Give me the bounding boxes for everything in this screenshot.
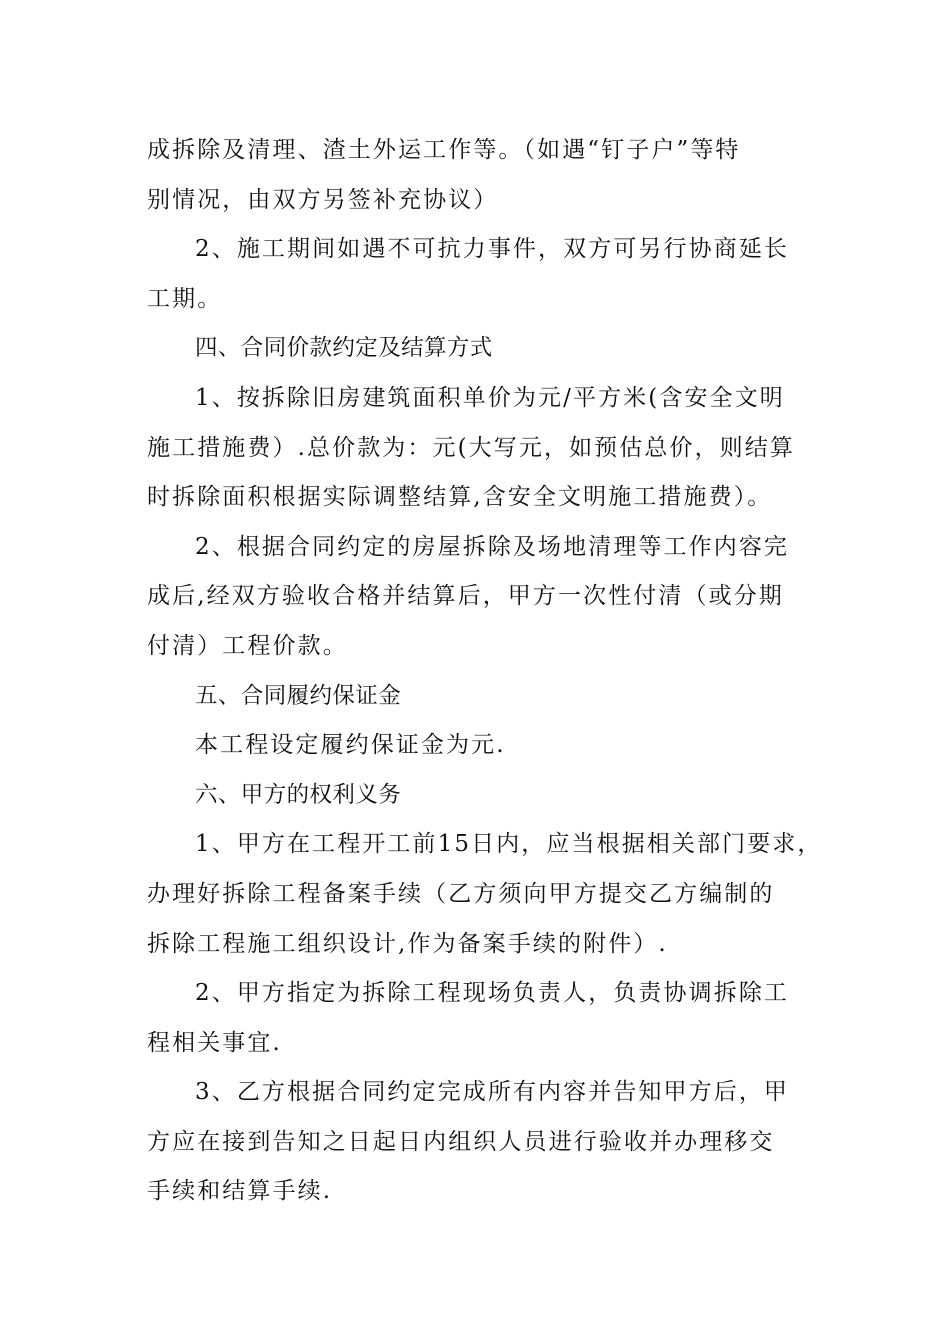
paragraph-start: 3、乙方根据合同约定完成所有内容并告知甲方后，甲 (195, 1079, 790, 1106)
text-line: 成拆除及清理、渣土外运工作等。（如遇“钉子户”等特 (147, 137, 741, 163)
section-heading: 四、合同价款约定及结算方式 (195, 335, 493, 362)
text-line: 办理好拆除工程备案手续（乙方须向甲方提交乙方编制的 (147, 880, 775, 907)
paragraph-start: 2、施工期间如遇不可抗力事件，双方可另行协商延长 (195, 236, 790, 263)
text-line: 方应在接到告知之日起日内组织人员进行验收并办理移交 (147, 1128, 775, 1155)
paragraph-start: 本工程设定履约保证金为元. (195, 732, 506, 759)
text-line: 别情况，由双方另签补充协议） (147, 186, 499, 213)
text-line: 时拆除面积根据实际调整结算,含安全文明施工措施费）。 (147, 484, 773, 511)
paragraph-start: 1、按拆除旧房建筑面积单价为元/平方米(含安全文明 (195, 384, 785, 411)
paragraph-start: 1、甲方在工程开工前15日内，应当根据相关部门要求， (195, 831, 823, 858)
text-line: 工期。 (147, 285, 223, 312)
text-line: 付清）工程价款。 (147, 632, 348, 659)
text-line: 手续和结算手续. (147, 1178, 333, 1205)
text-line: 成后,经双方验收合格并结算后，甲方一次性付清（或分期 (147, 583, 784, 610)
paragraph-start: 2、甲方指定为拆除工程现场负责人，负责协调拆除工 (195, 980, 790, 1007)
paragraph-start: 2、根据合同约定的房屋拆除及场地清理等工作内容完 (195, 533, 790, 560)
section-heading: 五、合同履约保证金 (195, 682, 402, 709)
section-heading: 六、甲方的权利义务 (195, 781, 402, 808)
text-line: 拆除工程施工组织设计,作为备案手续的附件）. (147, 930, 668, 957)
document-body (147, 126, 823, 1217)
text-line: 程相关事宜. (147, 1029, 282, 1056)
text-line: 施工措施费）.总价款为：元(大写元，如预估总价，则结算 (147, 434, 795, 461)
